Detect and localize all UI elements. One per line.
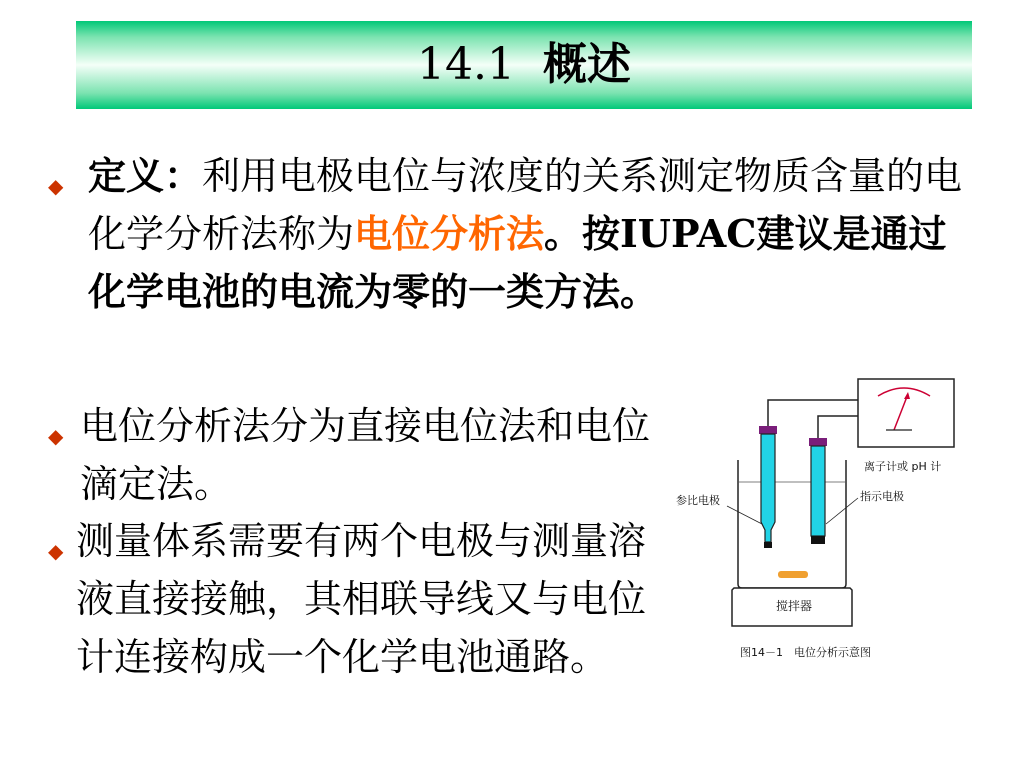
title-label: 概述 — [542, 39, 631, 90]
definition-term: 定义： — [88, 153, 203, 198]
title-bar — [76, 21, 972, 109]
diamond-bullet-icon: ◆ — [48, 539, 64, 563]
indicator-leader-line — [826, 498, 858, 524]
reference-electrode-cap — [759, 426, 777, 434]
figure-caption: 图14－1 电位分析示意图 — [740, 646, 871, 659]
indicator-electrode — [811, 446, 825, 536]
title-number: 14.1 — [417, 39, 515, 90]
definition-text-part1: 利用电极电位与浓度的关系测定物质含量的电化学分析法称为 — [88, 154, 963, 256]
indicator-electrode-cap — [809, 438, 827, 446]
diamond-bullet-icon: ◆ — [48, 174, 64, 198]
definition-highlight: 电位分析法 — [354, 211, 545, 256]
electrode-diagram — [672, 366, 962, 676]
diamond-bullet-icon: ◆ — [48, 424, 64, 448]
stir-bar — [778, 571, 808, 578]
stirrer-label: 搅拌器 — [776, 599, 813, 613]
indicator-electrode-label: 指示电极 — [860, 490, 904, 503]
beaker — [738, 460, 846, 588]
definition-text-part2: 。按IUPAC建议是通过化学电池的电流为零的一类方法。 — [88, 211, 947, 314]
reference-electrode — [761, 434, 775, 542]
point-item-system: 测量体系需要有两个电极与测量溶液直接接触，其相联导线又与电位计连接构成一个化学电池通路。 — [76, 519, 647, 679]
page-title — [417, 39, 631, 90]
reference-electrode-label: 参比电极 — [676, 494, 720, 507]
point-item-types: 电位分析法分为直接电位法和电位滴定法。 — [80, 404, 651, 506]
meter-box — [858, 379, 954, 447]
indicator-electrode-tip — [811, 536, 825, 544]
reference-leader-line — [727, 506, 762, 524]
definition-paragraph — [88, 147, 968, 321]
wire-indicator — [818, 416, 858, 438]
wire-reference — [768, 400, 858, 426]
meter-label: 离子计或 pH 计 — [864, 460, 942, 473]
reference-electrode-tip — [764, 542, 772, 548]
